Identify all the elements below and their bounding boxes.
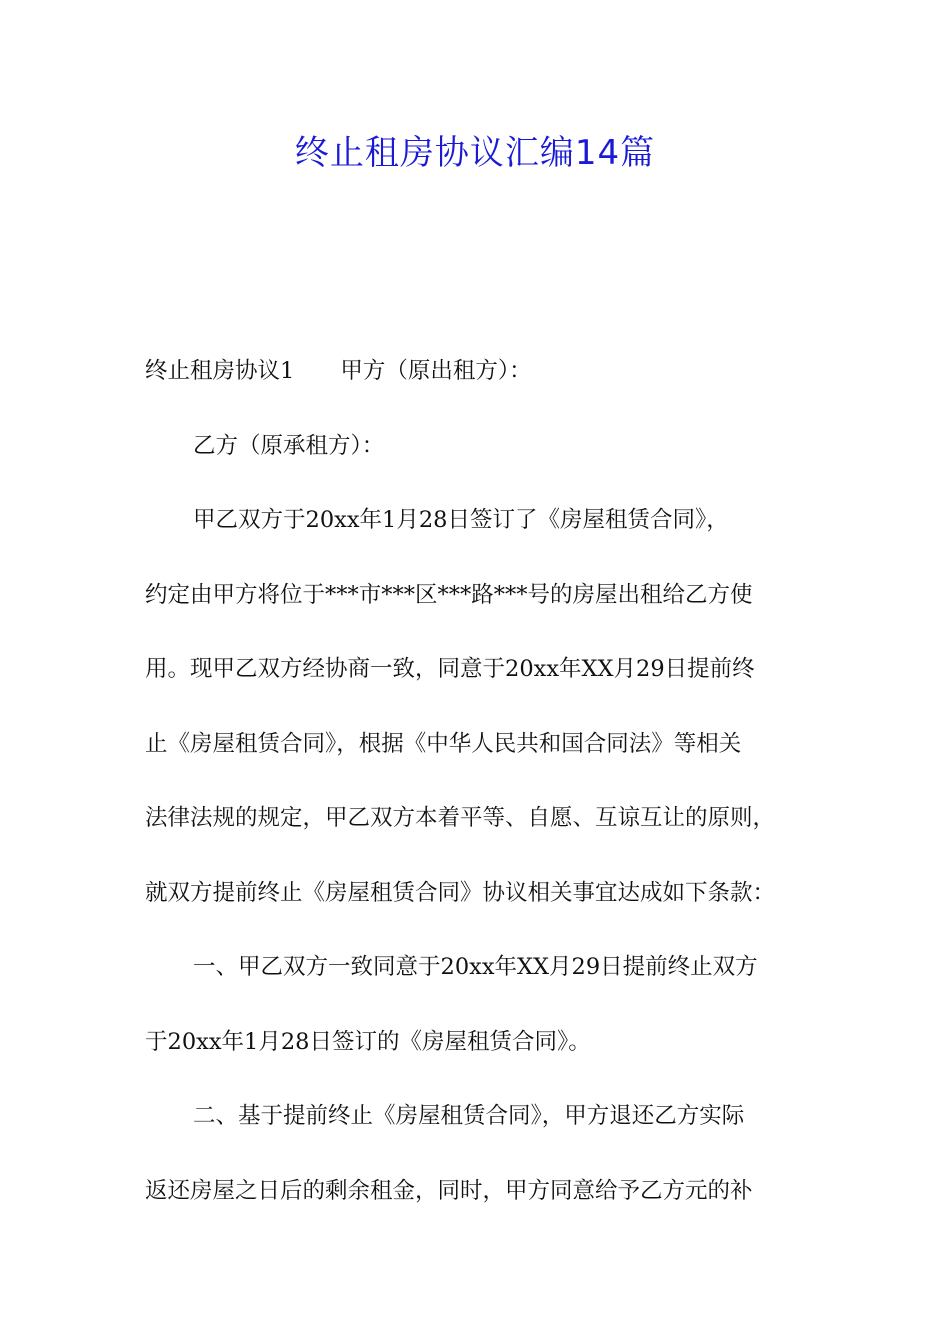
agreement-heading-line <box>145 334 825 409</box>
clause-one-line: 一、甲乙双方一致同意于20xx年XX月29日提前终止双方 <box>193 954 758 980</box>
paragraph-line: 甲乙双方于20xx年1月28日签订了《房屋租赁合同》， <box>193 507 729 533</box>
document-body <box>145 334 825 1228</box>
agreement-number-label: 终止租房协议1 <box>145 358 295 384</box>
clause-one-continuation: 于20xx年1月28日签订的《房屋租赁合同》。 <box>145 1028 591 1055</box>
paragraph-line: 就双方提前终止《房屋租赁合同》协议相关事宜达成如下条款： <box>145 879 776 906</box>
party-b-line: 乙方（原承租方）： <box>193 432 385 459</box>
clause-two-continuation: 返还房屋之日后的剩余租金，同时，甲方同意给予乙方元的补 <box>145 1177 753 1204</box>
clause-two-line: 二、基于提前终止《房屋租赁合同》，甲方退还乙方实际 <box>193 1103 745 1129</box>
document-title: 终止租房协议汇编14篇 <box>294 133 656 173</box>
party-a-label: 甲方（原出租方）： <box>340 358 532 384</box>
paragraph-line: 用。现甲乙双方经协商一致，同意于20xx年XX月29日提前终 <box>145 656 755 682</box>
paragraph-line: 约定由甲方将位于***市***区***路***号的房屋出租给乙方使 <box>145 581 753 608</box>
paragraph-line: 法律法规的规定，甲乙双方本着平等、自愿、互谅互让的原则， <box>145 805 776 831</box>
paragraph-line: 止《房屋租赁合同》，根据《中华人民共和国合同法》等相关 <box>145 730 742 757</box>
